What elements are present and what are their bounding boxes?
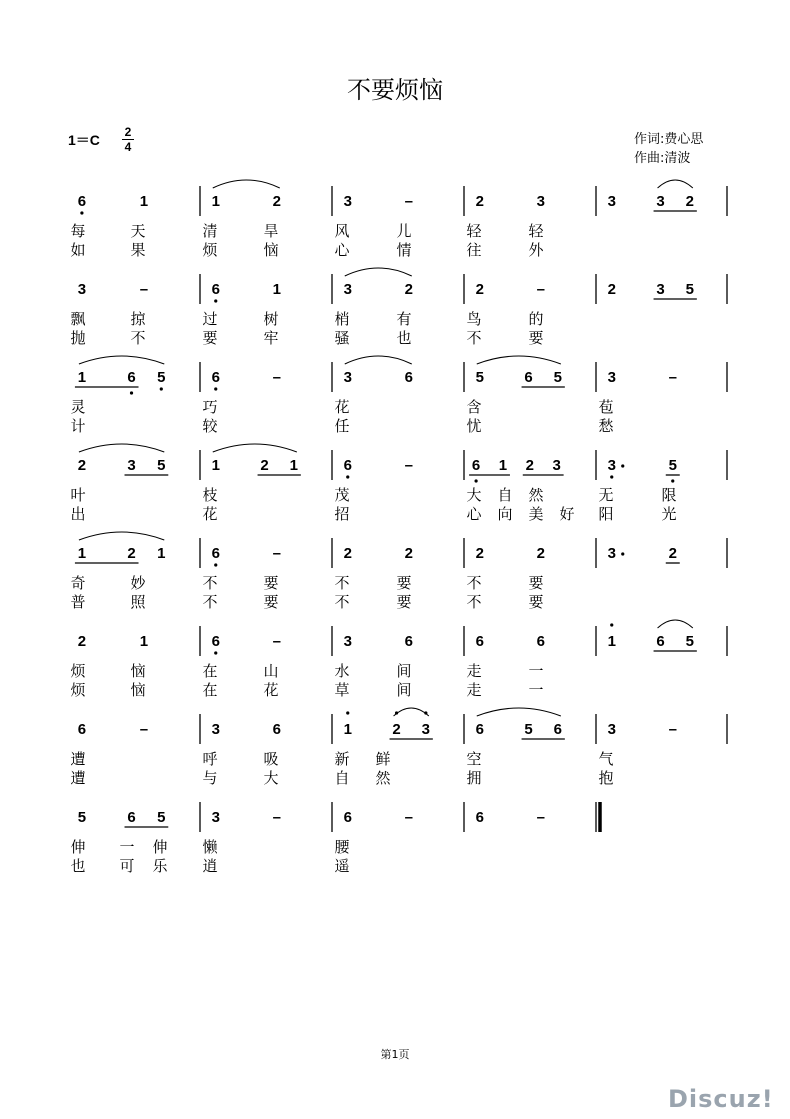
note-2: 2 — [77, 633, 87, 650]
lyric-verse-2: 花 — [202, 505, 218, 523]
slur — [477, 356, 561, 364]
note-3: 3 — [343, 369, 352, 386]
sustain-dash: – — [404, 809, 413, 826]
note-6: 6 — [77, 721, 87, 738]
note-5: 5 — [668, 457, 677, 474]
note-6: 6 — [343, 457, 352, 474]
lyric-verse-1: 儿 — [396, 222, 412, 240]
lyric-verse-1: 天 — [130, 222, 146, 240]
note-3: 3 — [343, 193, 352, 210]
note-2: 2 — [343, 545, 352, 562]
lyric-verse-1: 无 — [598, 486, 614, 504]
lyric-verse-1: 含 — [466, 398, 482, 416]
note-6: 6 — [656, 633, 665, 650]
lyric-verse-1: 飘 — [70, 310, 86, 328]
note-2: 2 — [77, 457, 87, 474]
lyric-verse-2: 一 — [528, 681, 544, 699]
lyric-verse-1: 轻 — [528, 222, 544, 240]
lyric-verse-2: 恼 — [130, 681, 146, 699]
note-1: 1 — [139, 193, 149, 210]
page-title: 不要烦恼 — [347, 76, 443, 104]
lyric-verse-1: 有 — [396, 310, 412, 328]
lyric-verse-1: 呼 — [202, 750, 218, 768]
lyric-verse-1: 的 — [528, 310, 544, 328]
note-3: 3 — [343, 633, 352, 650]
lyric-verse-2: 烦 — [70, 681, 86, 699]
note-6: 6 — [272, 721, 281, 738]
lyric-verse-2: 草 — [334, 681, 350, 699]
note-2: 2 — [404, 281, 413, 298]
slur — [345, 356, 412, 364]
note-1: 1 — [607, 633, 616, 650]
note-2: 2 — [404, 545, 413, 562]
upper-octave-dot — [610, 623, 613, 626]
lyric-verse-1: 妙 — [130, 574, 146, 592]
lyric-verse-1: 茂 — [334, 486, 350, 504]
lyric-verse-1: 吸 — [263, 750, 279, 768]
note-1: 1 — [157, 545, 166, 562]
lyric-verse-1: 清 — [202, 222, 218, 240]
note-6: 6 — [404, 369, 413, 386]
note-6: 6 — [553, 721, 563, 738]
lyric-verse-2: 美 — [528, 505, 544, 523]
note-2: 2 — [668, 545, 677, 562]
lyric-verse-1: 要 — [528, 574, 544, 592]
lyric-verse-2: 较 — [202, 417, 218, 435]
note-3: 3 — [607, 545, 616, 562]
lyric-verse-1: 伸 — [152, 838, 168, 856]
lyric-verse-1: 然 — [528, 486, 544, 504]
lyric-verse-2: 与 — [202, 769, 218, 787]
sustain-dash: – — [272, 633, 281, 650]
lyric-verse-2: 心 — [334, 241, 350, 259]
lyric-verse-2: 招 — [334, 505, 350, 523]
slur — [213, 180, 280, 188]
lyric-verse-2: 不 — [130, 329, 146, 347]
sustain-dash: – — [536, 281, 545, 298]
note-3: 3 — [343, 281, 352, 298]
note-1: 1 — [139, 633, 149, 650]
lyric-verse-2: 忧 — [466, 417, 482, 435]
note-3: 3 — [552, 457, 561, 474]
lyric-verse-2: 阳 — [598, 505, 614, 523]
note-2: 2 — [607, 281, 616, 298]
note-3: 3 — [127, 457, 136, 474]
lyric-verse-1: 灵 — [70, 398, 86, 416]
slur — [658, 620, 693, 628]
lyric-verse-1: 山 — [263, 662, 279, 680]
lyric-verse-2: 抛 — [70, 329, 86, 347]
note-2: 2 — [525, 457, 534, 474]
lyric-verse-1: 轻 — [466, 222, 482, 240]
slur — [394, 708, 429, 716]
lyric-verse-1: 恼 — [130, 662, 146, 680]
note-1: 1 — [211, 457, 220, 474]
note-6: 6 — [127, 369, 136, 386]
note-3: 3 — [607, 721, 616, 738]
lower-octave-dot — [214, 651, 217, 654]
lyric-verse-1: 气 — [598, 750, 614, 768]
note-6: 6 — [475, 721, 484, 738]
note-5: 5 — [553, 369, 563, 386]
lyric-verse-1: 花 — [334, 398, 350, 416]
lyric-verse-2: 乐 — [152, 857, 168, 875]
lyric-verse-2: 不 — [202, 593, 218, 611]
lyric-verse-2: 好 — [559, 505, 575, 523]
lower-octave-dot — [346, 475, 349, 478]
lyric-verse-2: 照 — [130, 593, 146, 611]
lyric-verse-2: 也 — [396, 329, 412, 347]
lower-octave-dot — [80, 211, 83, 214]
lower-octave-dot — [671, 479, 674, 482]
note-3: 3 — [607, 457, 616, 474]
lyric-verse-1: 限 — [661, 486, 677, 504]
note-5: 5 — [157, 809, 166, 826]
lyric-verse-2: 间 — [396, 681, 412, 699]
lyric-verse-2: 花 — [263, 681, 279, 699]
note-6: 6 — [404, 633, 413, 650]
lyric-verse-2: 走 — [466, 681, 482, 699]
lyric-verse-2: 要 — [396, 593, 412, 611]
lyric-verse-2: 要 — [528, 593, 544, 611]
lyric-verse-2: 自 — [334, 769, 350, 787]
lyric-verse-2: 情 — [396, 241, 412, 259]
note-2: 2 — [260, 457, 269, 474]
lyric-verse-1: 叶 — [70, 486, 86, 504]
sustain-dash: – — [139, 721, 149, 738]
lyric-verse-1: 不 — [334, 574, 350, 592]
note-5: 5 — [685, 633, 695, 650]
lyric-verse-2: 果 — [130, 241, 146, 259]
note-3: 3 — [607, 369, 616, 386]
lyric-verse-2: 烦 — [202, 241, 218, 259]
lyric-verse-2: 要 — [202, 329, 218, 347]
note-2: 2 — [392, 721, 401, 738]
note-3: 3 — [77, 281, 87, 298]
lyric-verse-1: 一 — [119, 838, 135, 856]
lower-octave-dot — [610, 475, 613, 478]
lyric-verse-2: 牢 — [263, 329, 279, 347]
lyric-verse-2: 在 — [202, 681, 218, 699]
lyric-verse-1: 大 — [466, 486, 482, 504]
sustain-dash: – — [272, 809, 281, 826]
note-2: 2 — [475, 545, 484, 562]
lyric-verse-2: 光 — [661, 505, 677, 523]
lyric-verse-1: 走 — [466, 662, 482, 680]
note-1: 1 — [498, 457, 508, 474]
note-6: 6 — [536, 633, 545, 650]
note-6: 6 — [211, 545, 220, 562]
note-3: 3 — [211, 721, 220, 738]
lower-octave-dot — [214, 563, 217, 566]
lyricist-credit: 作词:费心思 — [634, 132, 704, 147]
slur — [79, 356, 164, 364]
lyric-verse-2: 往 — [466, 241, 482, 259]
note-5: 5 — [685, 281, 695, 298]
time-signature-top: 2 — [124, 125, 132, 139]
lower-octave-dot — [214, 299, 217, 302]
lyric-verse-1: 新 — [334, 750, 350, 768]
lyric-verse-1: 风 — [334, 222, 350, 240]
dotted-note — [621, 464, 624, 467]
lyric-verse-2: 逍 — [202, 857, 218, 875]
sustain-dash: – — [272, 545, 281, 562]
lyric-verse-1: 间 — [396, 662, 412, 680]
note-6: 6 — [211, 369, 220, 386]
lyric-verse-1: 梢 — [334, 310, 350, 328]
note-5: 5 — [157, 457, 166, 474]
lyric-verse-1: 烦 — [70, 662, 86, 680]
lyric-verse-2: 愁 — [598, 417, 614, 435]
note-5: 5 — [77, 809, 87, 826]
lyric-verse-1: 旱 — [263, 222, 279, 240]
lyric-verse-2: 骚 — [334, 329, 350, 347]
watermark: Discuz! — [668, 1085, 774, 1113]
sustain-dash: – — [668, 721, 677, 738]
note-6: 6 — [127, 809, 136, 826]
lyric-verse-1: 空 — [466, 750, 482, 768]
lyric-verse-1: 鲜 — [375, 750, 391, 768]
lyric-verse-1: 要 — [263, 574, 279, 592]
lyric-verse-1: 不 — [466, 574, 482, 592]
slur — [213, 444, 297, 452]
note-3: 3 — [211, 809, 220, 826]
note-5: 5 — [524, 721, 533, 738]
sustain-dash: – — [272, 369, 281, 386]
note-3: 3 — [607, 193, 616, 210]
lyric-verse-1: 水 — [334, 662, 350, 680]
lyric-verse-2: 要 — [263, 593, 279, 611]
lyric-verse-1: 奇 — [70, 574, 86, 592]
lyric-verse-2: 遭 — [70, 769, 86, 787]
lyric-verse-2: 不 — [466, 329, 482, 347]
lyric-verse-1: 在 — [202, 662, 218, 680]
note-1: 1 — [272, 281, 281, 298]
note-1: 1 — [77, 545, 87, 562]
slur — [79, 532, 164, 540]
sustain-dash: – — [139, 281, 149, 298]
lyric-verse-2: 大 — [263, 769, 279, 787]
note-6: 6 — [77, 193, 87, 210]
lower-octave-dot — [160, 387, 163, 390]
note-2: 2 — [536, 545, 545, 562]
sustain-dash: – — [404, 193, 413, 210]
lyric-verse-1: 苞 — [598, 398, 614, 416]
lyric-verse-2: 计 — [70, 417, 86, 435]
lyric-verse-2: 不 — [334, 593, 350, 611]
lyric-verse-1: 掠 — [130, 310, 146, 328]
note-3: 3 — [421, 721, 431, 738]
note-1: 1 — [77, 369, 87, 386]
note-3: 3 — [656, 193, 665, 210]
note-2: 2 — [685, 193, 695, 210]
note-1: 1 — [289, 457, 299, 474]
slur — [79, 444, 164, 452]
lyric-verse-1: 自 — [497, 486, 513, 504]
note-6: 6 — [471, 457, 481, 474]
lyric-verse-2: 如 — [70, 241, 86, 259]
lower-octave-dot — [214, 387, 217, 390]
note-6: 6 — [475, 809, 484, 826]
lyric-verse-2: 要 — [528, 329, 544, 347]
note-6: 6 — [211, 281, 220, 298]
page-footer: 第1页 — [380, 1048, 410, 1061]
note-2: 2 — [272, 193, 281, 210]
time-signature-bottom: 4 — [124, 140, 132, 154]
lyric-verse-1: 要 — [396, 574, 412, 592]
sustain-dash: – — [536, 809, 545, 826]
lyric-verse-1: 一 — [528, 662, 544, 680]
sustain-dash: – — [404, 457, 413, 474]
lyric-verse-1: 伸 — [70, 838, 86, 856]
lyric-verse-2: 也 — [70, 857, 86, 875]
lyric-verse-2: 拥 — [466, 769, 482, 787]
lower-octave-dot — [130, 391, 133, 394]
lyric-verse-1: 遭 — [70, 750, 86, 768]
slur — [477, 708, 561, 716]
lyric-verse-1: 枝 — [202, 486, 218, 504]
lyric-verse-2: 任 — [334, 417, 350, 435]
lyric-verse-2: 可 — [119, 857, 135, 875]
sustain-dash: – — [668, 369, 677, 386]
dotted-note — [621, 552, 624, 555]
note-6: 6 — [524, 369, 533, 386]
lyric-verse-1: 不 — [202, 574, 218, 592]
lyric-verse-2: 抱 — [598, 769, 614, 787]
note-5: 5 — [157, 369, 166, 386]
lyric-verse-2: 普 — [70, 593, 86, 611]
lyric-verse-2: 恼 — [263, 241, 279, 259]
lyric-verse-2: 遥 — [334, 857, 350, 875]
note-5: 5 — [475, 369, 484, 386]
slur — [345, 268, 412, 276]
lyric-verse-2: 外 — [528, 241, 544, 259]
lyric-verse-1: 腰 — [334, 838, 350, 856]
composer-credit: 作曲:清波 — [634, 151, 691, 166]
note-6: 6 — [475, 633, 484, 650]
note-6: 6 — [343, 809, 352, 826]
note-6: 6 — [211, 633, 220, 650]
lyric-verse-1: 每 — [70, 222, 86, 240]
note-2: 2 — [475, 193, 484, 210]
key-signature: 1＝C — [68, 132, 100, 148]
lyric-verse-1: 树 — [263, 310, 279, 328]
note-2: 2 — [475, 281, 484, 298]
note-2: 2 — [127, 545, 136, 562]
lyric-verse-1: 鸟 — [466, 310, 482, 328]
note-3: 3 — [536, 193, 545, 210]
lyric-verse-2: 心 — [466, 505, 482, 523]
lyric-verse-2: 出 — [70, 505, 86, 523]
lyric-verse-2: 不 — [466, 593, 482, 611]
note-1: 1 — [343, 721, 352, 738]
lyric-verse-1: 过 — [202, 310, 218, 328]
lower-octave-dot — [475, 479, 478, 482]
note-3: 3 — [656, 281, 665, 298]
lyric-verse-2: 向 — [497, 505, 513, 523]
slur — [658, 180, 693, 188]
lyric-verse-1: 巧 — [202, 398, 218, 416]
note-1: 1 — [211, 193, 220, 210]
lyric-verse-2: 然 — [375, 769, 391, 787]
lyric-verse-1: 懒 — [202, 838, 218, 856]
upper-octave-dot — [346, 711, 349, 714]
